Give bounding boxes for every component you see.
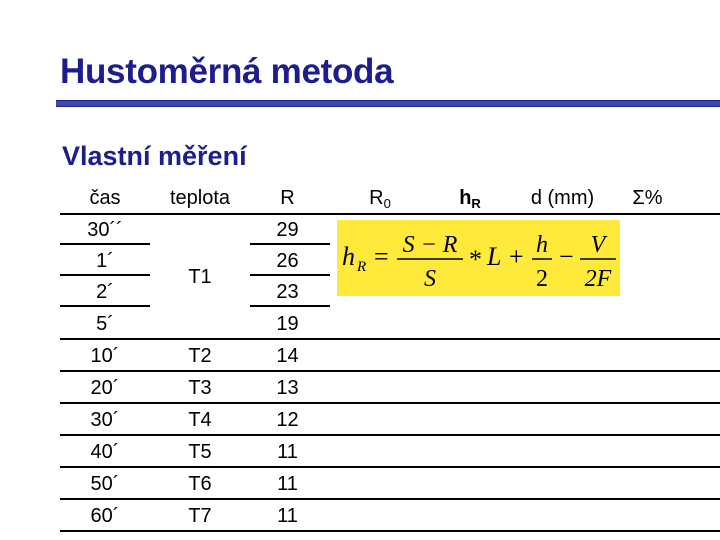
formula-lhs-sub: R <box>357 259 367 275</box>
header-sigma: Σ% <box>632 187 663 209</box>
cell-r: 29 <box>276 219 299 241</box>
formula-hr <box>337 220 620 296</box>
table-rule <box>60 305 150 307</box>
header-cas: čas <box>89 187 121 209</box>
formula-box <box>337 220 620 296</box>
cell-teplota: T5 <box>188 441 212 463</box>
formula-frac3-den: 2F <box>584 266 612 292</box>
cell-r: 11 <box>277 505 298 527</box>
header-r0-base: R <box>369 187 384 209</box>
slide-title: Hustoměrná metoda <box>60 52 394 91</box>
cell-cas: 40´ <box>90 441 120 463</box>
formula-frac3-num: V <box>590 232 606 258</box>
formula-eq: = <box>374 242 389 271</box>
table-rule <box>60 498 720 500</box>
formula-times: * <box>469 245 482 274</box>
header-hr-base: h <box>459 187 472 209</box>
cell-teplota-merged: T1 <box>188 266 212 288</box>
header-r: R <box>280 187 295 209</box>
cell-r: 23 <box>276 281 299 303</box>
table-rule <box>250 305 330 307</box>
cell-teplota: T7 <box>188 505 212 527</box>
cell-r: 11 <box>277 473 298 495</box>
cell-teplota: T4 <box>188 409 212 431</box>
cell-cas: 30´ <box>90 409 120 431</box>
table-rule <box>250 274 330 276</box>
formula-minus: − <box>559 242 574 271</box>
cell-teplota: T3 <box>188 377 212 399</box>
cell-r: 14 <box>276 345 299 367</box>
table-rule <box>60 402 720 404</box>
cell-r: 19 <box>276 313 299 335</box>
cell-cas: 30´´ <box>87 219 123 241</box>
table-rule-top <box>60 213 720 215</box>
cell-r: 12 <box>276 409 299 431</box>
cell-cas: 10´ <box>90 345 120 367</box>
cell-cas: 60´ <box>90 505 120 527</box>
header-d: d (mm) <box>530 187 595 209</box>
table-rule <box>60 434 720 436</box>
formula-frac1-num: S − R <box>402 232 458 258</box>
cell-cas: 5´ <box>96 313 114 335</box>
cell-teplota: T6 <box>188 473 212 495</box>
cell-r: 26 <box>276 250 299 272</box>
table-rule <box>60 370 720 372</box>
table-rule <box>60 274 150 276</box>
cell-cas: 1´ <box>96 250 114 272</box>
slide-subtitle: Vlastní měření <box>62 141 247 171</box>
formula-l: L <box>487 242 502 271</box>
cell-r: 13 <box>276 377 299 399</box>
table-rule <box>60 338 720 340</box>
header-hr <box>430 186 510 216</box>
formula-frac2-den: 2 <box>536 266 548 292</box>
title-divider <box>56 100 720 107</box>
table-rule <box>60 243 150 245</box>
header-r0-sub: 0 <box>383 196 391 211</box>
cell-cas: 2´ <box>96 281 114 303</box>
cell-teplota: T2 <box>188 345 212 367</box>
formula-lhs: h <box>342 242 355 271</box>
cell-r: 11 <box>277 441 298 463</box>
cell-cas: 50´ <box>90 473 120 495</box>
formula-frac1-den: S <box>424 266 436 292</box>
formula-frac2-num: h <box>536 232 548 258</box>
header-hr-sub: R <box>471 196 481 211</box>
table-rule-bottom <box>60 530 720 532</box>
header-teplota: teplota <box>169 187 231 209</box>
formula-plus: + <box>509 242 524 271</box>
table-rule <box>60 466 720 468</box>
table-rule <box>250 243 330 245</box>
header-r0 <box>340 186 420 216</box>
cell-cas: 20´ <box>90 377 120 399</box>
